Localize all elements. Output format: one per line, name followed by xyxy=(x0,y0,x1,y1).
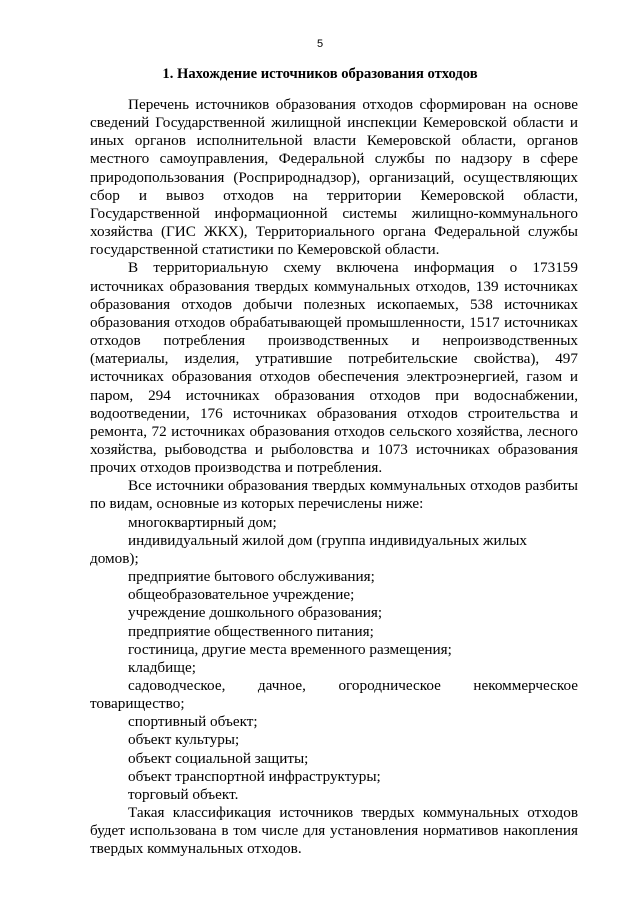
paragraph-list-intro: Все источники образования твердых коммунальных отходов разбиты по видам, основные из которых перечислены ниже: xyxy=(90,477,578,513)
document-body xyxy=(90,96,578,859)
list-item: объект транспортной инфраструктуры; xyxy=(128,767,381,785)
list-item: предприятие бытового обслуживания; xyxy=(128,568,375,586)
list-item: гостиница, другие места временного размещения; xyxy=(128,640,452,658)
list-item: объект культуры; xyxy=(128,731,240,749)
page-number: 5 xyxy=(316,38,324,50)
list-item: спортивный объект; xyxy=(128,713,258,731)
list-item: торговый объект. xyxy=(128,785,239,803)
list-item: общеобразовательное учреждение; xyxy=(128,586,355,604)
list-item: садоводческое, дачное, огородническое некоммерческое товарищество; xyxy=(90,677,578,713)
list-item: многоквартирный дом; xyxy=(128,513,277,531)
paragraph-sources: Перечень источников образования отходов сформирован на основе сведений Государственной жилищной инспекции Кемеровской области и иных органов исполнительной власти Кемеровской области, органов местного самоуправления, Федеральной службы по надзору в сфере природопользования (Росприроднадзор), организаций, осуществляющих сбор и вывоз отходов на территории Кемеровской области, Государственной информационной системы жилищно-коммунального хозяйства (ГИС ЖКХ), Территориального органа Федеральной службы государственной статистики по Кемеровской области. xyxy=(90,96,578,259)
list-item: кладбище; xyxy=(128,658,196,676)
list-item: предприятие общественного питания; xyxy=(128,622,374,640)
section-heading: 1. Нахождение источников образования отходов xyxy=(162,66,478,82)
list-item: индивидуальный жилой дом (группа индивидуальных жилых домов); xyxy=(90,531,528,567)
list-item: учреждение дошкольного образования; xyxy=(128,604,383,622)
paragraph-counts: В территориальную схему включена информация о 173159 источниках образования твердых коммунальных отходов, 139 источниках образования отходов добычи полезных ископаемых, 538 источниках образования отходов обрабатывающей промышленности, 1517 источниках отходов потребления производственных и непроизводственных (материалы, изделия, утратившие потребительские свойства), 497 источниках образования отходов обеспечения электроэнергией, газом и паром, 294 источниках образования отходов при водоснабжении, водоотведении, 176 источниках образования отходов строительства и ремонта, 72 источниках образования отходов сельского хозяйства, лесного хозяйства, рыбоводства и рыболовства и 1073 источниках образования прочих отходов производства и потребления. xyxy=(90,259,578,477)
paragraph-closing: Такая классификация источников твердых коммунальных отходов будет использована в том числе для установления нормативов накопления твердых коммунальных отходов. xyxy=(90,804,578,858)
list-item: объект социальной защиты; xyxy=(128,749,309,767)
